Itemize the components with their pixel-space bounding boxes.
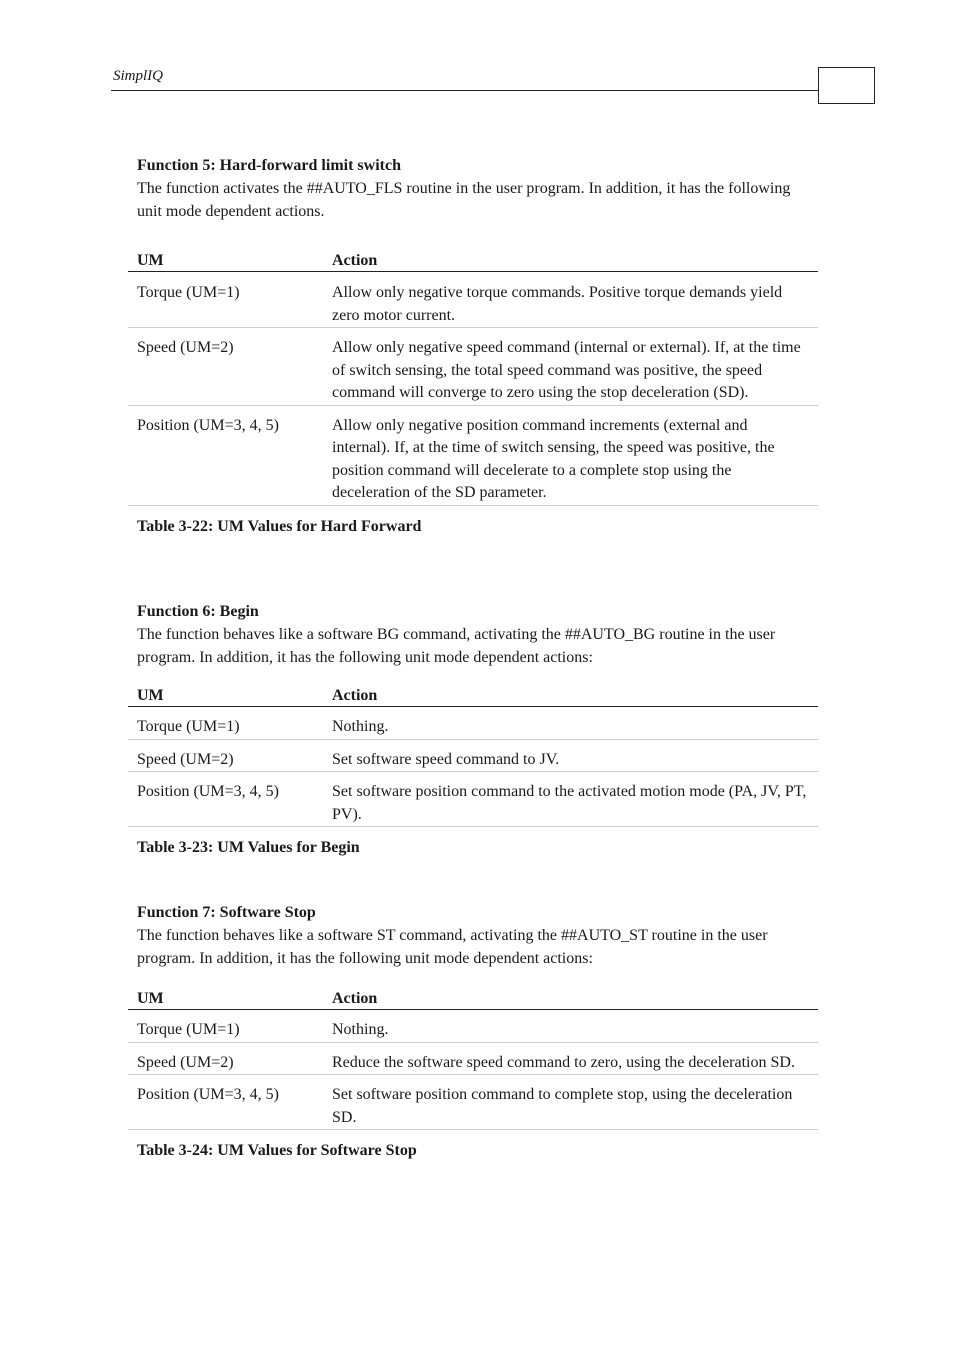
action-cell: Reduce the software speed command to zero, using the deceleration SD. <box>323 1042 818 1075</box>
table-caption: Table 3-24: UM Values for Software Stop <box>137 1142 417 1159</box>
table-row <box>128 772 818 827</box>
table-row <box>128 405 818 505</box>
table-row <box>128 739 818 772</box>
action-cell: Set software position command to complete stop, using the deceleration SD. <box>323 1075 818 1130</box>
um-cell: Speed (UM=2) <box>128 328 323 406</box>
table-row <box>128 707 818 740</box>
header-rule <box>111 90 818 91</box>
um-table <box>128 989 818 1130</box>
column-header-um: UM <box>128 686 323 707</box>
um-cell: Position (UM=3, 4, 5) <box>128 772 323 827</box>
table-caption: Table 3-22: UM Values for Hard Forward <box>137 517 422 535</box>
action-cell: Set software speed command to JV. <box>323 739 818 772</box>
section-heading: Function 6: Begin <box>137 603 259 620</box>
column-header-action: Action <box>323 251 818 272</box>
section-body: The function behaves like a software BG command, activating the ##AUTO_BG routine in the user program. In addition, it has the following unit mode dependent actions: <box>137 626 776 666</box>
um-cell: Speed (UM=2) <box>128 739 323 772</box>
section-function-5 <box>128 155 818 538</box>
um-cell: Torque (UM=1) <box>128 707 323 740</box>
header-title: SimplIQ <box>113 68 163 84</box>
action-cell: Nothing. <box>323 1010 818 1043</box>
um-cell: Speed (UM=2) <box>128 1042 323 1075</box>
column-header-um: UM <box>128 251 323 272</box>
column-header-action: Action <box>323 989 818 1010</box>
action-cell: Allow only negative speed command (internal or external). If, at the time of switch sensing, the total speed command was positive, the speed command will converge to zero using the stop deceleration (SD). <box>323 328 818 406</box>
um-table <box>128 251 818 506</box>
action-cell: Allow only negative torque commands. Positive torque demands yield zero motor current. <box>323 272 818 328</box>
table-caption: Table 3-23: UM Values for Begin <box>137 839 360 856</box>
column-header-um: UM <box>128 989 323 1010</box>
table-header-row <box>128 251 818 272</box>
section-heading: Function 5: Hard-forward limit switch <box>137 157 401 174</box>
table-row <box>128 1042 818 1075</box>
table-row <box>128 1010 818 1043</box>
section-function-6 <box>128 601 818 859</box>
um-table <box>128 686 818 827</box>
um-cell: Position (UM=3, 4, 5) <box>128 405 323 505</box>
table-header-row <box>128 686 818 707</box>
table-row <box>128 1075 818 1130</box>
table-header-row <box>128 989 818 1010</box>
um-cell: Torque (UM=1) <box>128 1010 323 1043</box>
um-cell: Torque (UM=1) <box>128 272 323 328</box>
section-heading: Function 7: Software Stop <box>137 904 316 921</box>
table-row <box>128 272 818 328</box>
column-header-action: Action <box>323 686 818 707</box>
section-body: The function behaves like a software ST command, activating the ##AUTO_ST routine in the user program. In addition, it has the following unit mode dependent actions: <box>137 927 768 967</box>
action-cell: Nothing. <box>323 707 818 740</box>
action-cell: Allow only negative position command increments (external and internal). If, at the time of switch sensing, the speed was positive, the position command will decelerate to a complete stop using the deceleration of the SD parameter. <box>323 405 818 505</box>
section-function-7 <box>128 902 818 1162</box>
page-number-box <box>818 67 875 104</box>
um-cell: Position (UM=3, 4, 5) <box>128 1075 323 1130</box>
table-row <box>128 328 818 406</box>
action-cell: Set software position command to the activated motion mode (PA, JV, PT, PV). <box>323 772 818 827</box>
section-body: The function activates the ##AUTO_FLS routine in the user program. In addition, it has the following unit mode dependent actions. <box>137 180 791 220</box>
